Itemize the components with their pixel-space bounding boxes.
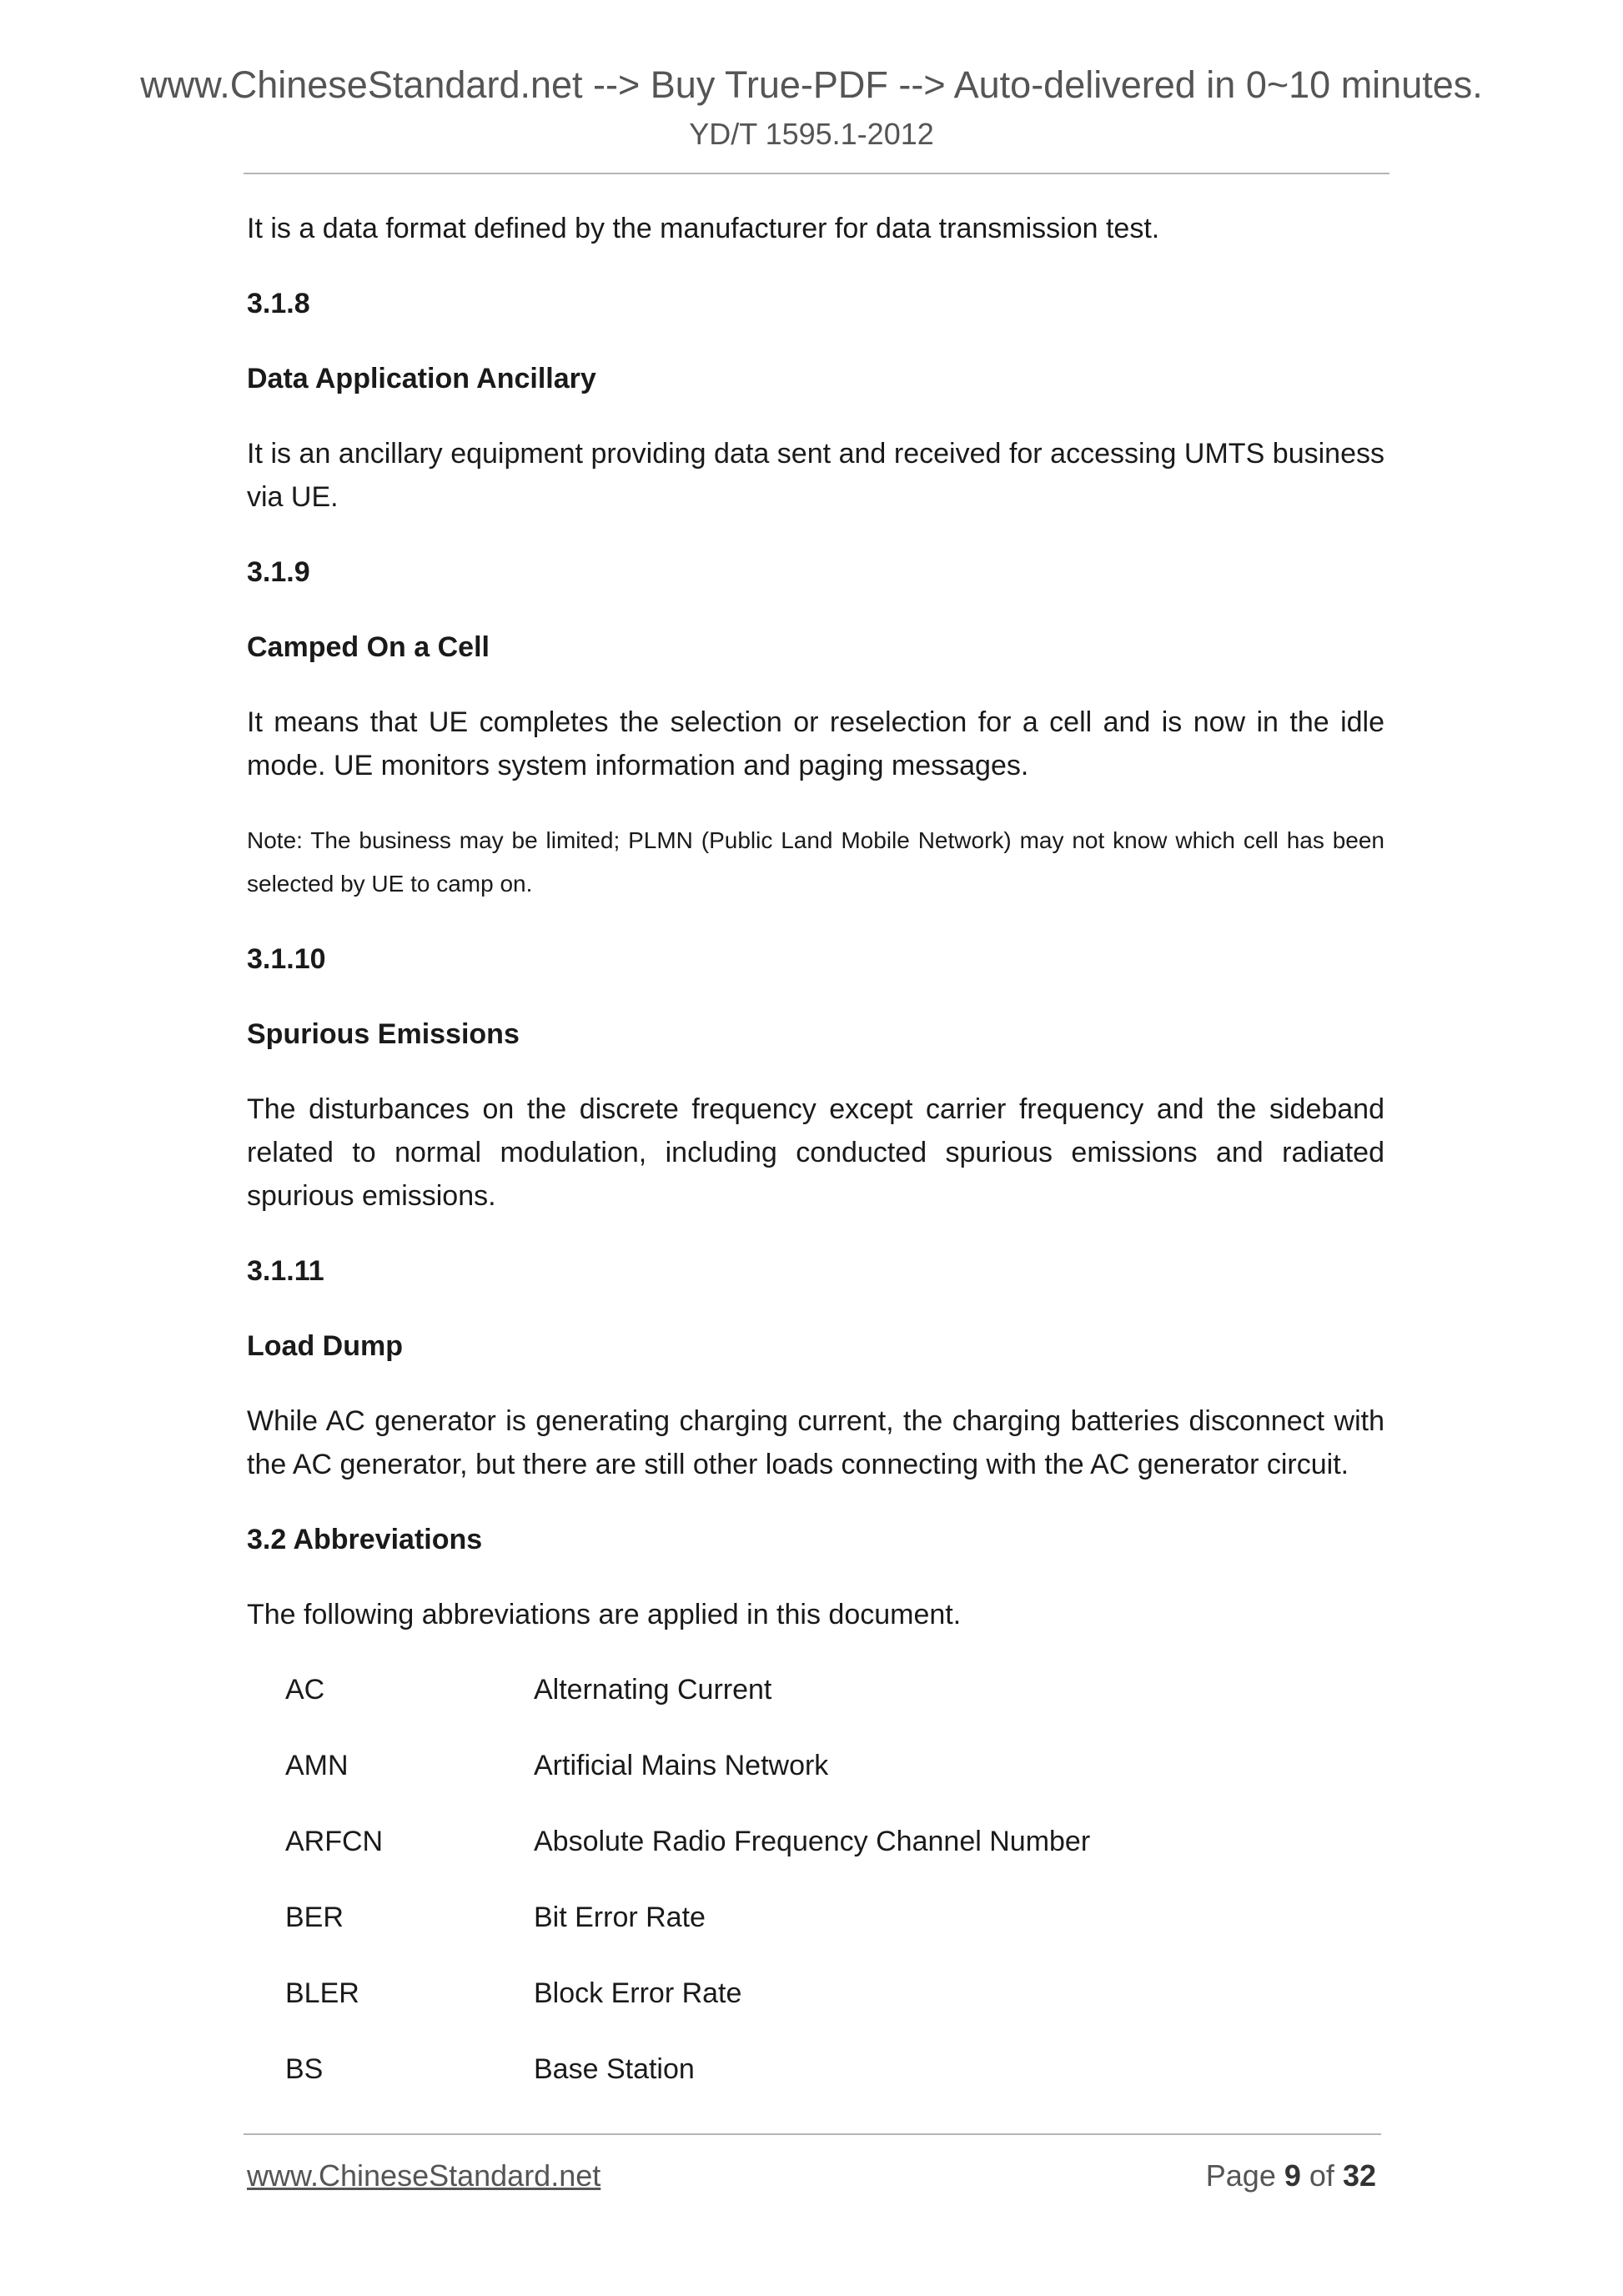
clause-definition-3-1-9: It means that UE completes the selection or reselection for a cell and is now in the idle mode. UE monitors system information and paging messages. [247,706,1384,781]
abbreviation-list [247,1668,1384,2091]
page-label: Page [1205,2158,1276,2193]
abbreviation-definition: Alternating Current [534,1674,772,1706]
clause-number-3-1-10: 3.1.10 [247,943,326,975]
clause-term-3-1-10: Spurious Emissions [247,1018,520,1050]
clause-term-3-1-11: Load Dump [247,1330,403,1362]
clause-term-3-1-9: Camped On a Cell [247,631,490,663]
document-id: YD/T 1595.1-2012 [689,117,934,151]
abbreviation-row [247,1972,1384,2015]
footer-divider [244,2133,1381,2135]
abbreviation-definition: Absolute Radio Frequency Channel Number [534,1826,1091,1857]
abbreviation-definition: Block Error Rate [534,1977,742,2009]
page-total: 32 [1342,2158,1376,2193]
clause-number-3-1-9: 3.1.9 [247,556,310,588]
clause-definition-3-1-11: While AC generator is generating charging current, the charging batteries disconnect with the AC generator, but there are still other loads connecting with the AC generator circuit. [247,1405,1384,1480]
page-of-label: of [1309,2158,1334,2193]
abbreviation-row [247,1820,1384,1863]
abbreviation-term: BS [285,2053,324,2085]
abbreviation-term: BER [285,1902,344,1933]
clause-number-3-1-8: 3.1.8 [247,288,310,319]
abbreviation-row [247,1896,1384,1939]
abbreviation-row [247,1668,1384,1711]
clause-term-3-1-8: Data Application Ancillary [247,363,596,394]
abbreviation-row [247,1744,1384,1787]
abbreviation-definition: Base Station [534,2053,695,2085]
section-intro-3-2: The following abbreviations are applied in this document. [247,1599,962,1630]
abbreviation-row [247,2047,1384,2091]
abbreviation-term: AC [285,1674,325,1706]
abbreviation-definition: Bit Error Rate [534,1902,706,1933]
abbreviation-definition: Artificial Mains Network [534,1750,829,1781]
abbreviation-term: AMN [285,1750,349,1781]
section-heading-3-2: 3.2 Abbreviations [247,1524,483,1555]
header-banner: www.ChineseStandard.net --> Buy True-PDF --> Auto-delivered in 0~10 minutes. [140,63,1483,106]
page-number [1206,2158,1376,2193]
page-content [247,207,1384,2123]
clause-note-3-1-9: Note: The business may be limited; PLMN (Public Land Mobile Network) may not know which cell has been selected by UE to camp on. [247,827,1384,897]
clause-number-3-1-11: 3.1.11 [247,1255,324,1287]
header-divider [244,173,1389,174]
clause-definition-3-1-10: The disturbances on the discrete frequency except carrier frequency and the sideband related to normal modulation, including conducted spurious emissions and radiated spurious emissions. [247,1093,1384,1212]
abbreviation-term: BLER [285,1977,359,2009]
footer-site-link[interactable]: www.ChineseStandard.net [247,2158,601,2193]
page-current: 9 [1284,2158,1301,2193]
intro-paragraph: It is a data format defined by the manufacturer for data transmission test. [247,213,1160,244]
abbreviation-term: ARFCN [285,1826,384,1857]
clause-definition-3-1-8: It is an ancillary equipment providing data sent and received for accessing UMTS business via UE. [247,438,1384,513]
